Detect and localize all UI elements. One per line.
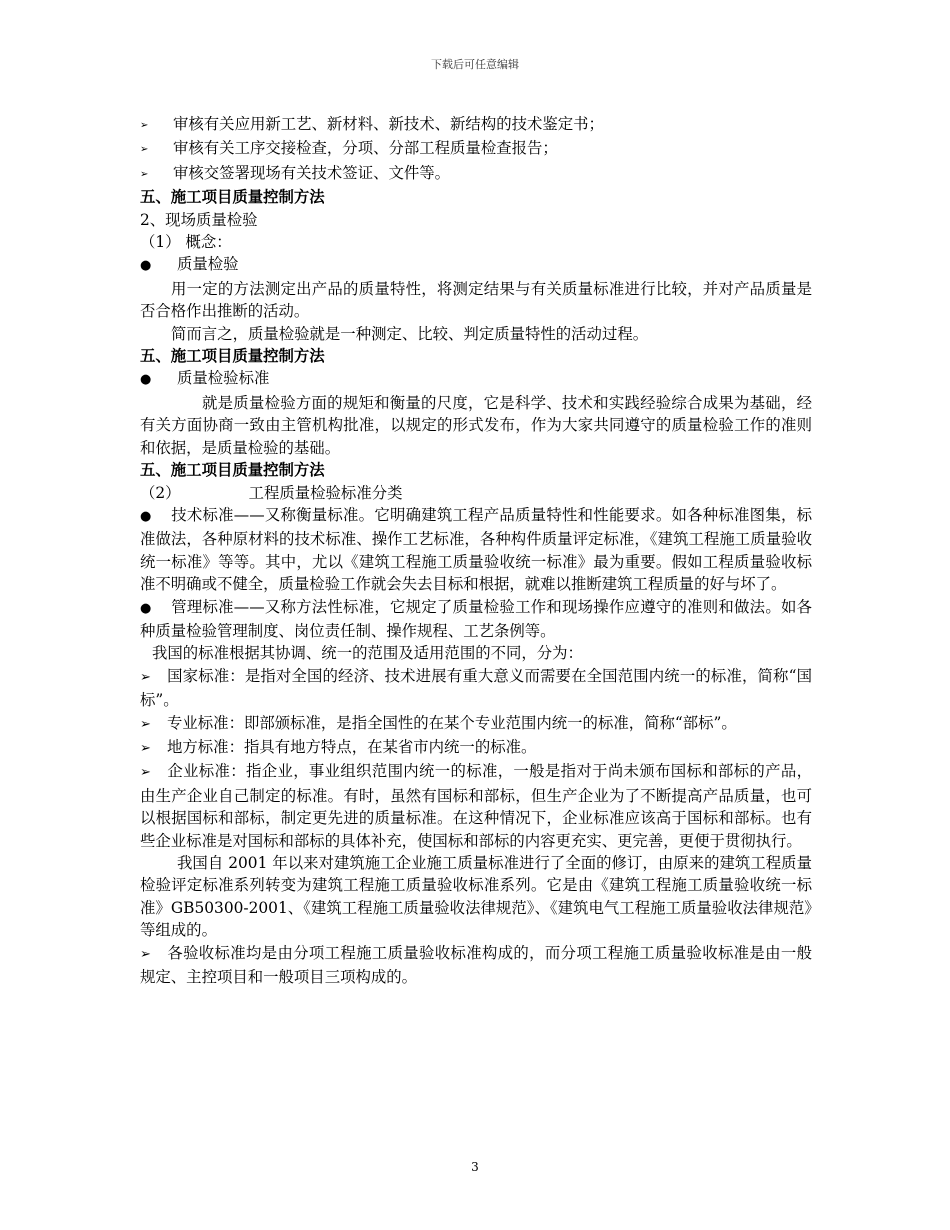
list-item: ➢ 审核交签署现场有关技术签证、文件等。 <box>140 162 812 186</box>
bullet-item: ● 质量检验标准 <box>140 367 812 391</box>
arrow-bullet-icon: ➢ <box>140 168 149 180</box>
arrow-paragraph: ➢ 国家标准：是指对全国的经济、技术进展有重大意义而需要在全国范围内统一的标准，简称“国标”。 <box>140 666 812 710</box>
arrow-paragraph: ➢ 企业标准：指企业，事业组织范围内统一的标准，一般是指对于尚未颁布国标和部标的产品，由生产企业自己制定的标准。有时，虽然有国标和部标，但生产企业为了不断提高产品质量，也可以根据国标和部标，制定更先进的质量标准。在这种情况下，企业标准应该高于国标和部标。也有些企业标准是对国标和部标的具体补充，使国标和部标的内容更充实、更完善，更便于贯彻执行。 <box>140 762 812 850</box>
paragraph: 就是质量检验方面的规矩和衡量的尺度，它是科学、技术和实践经验综合成果为基础，经有关方面协商一致由主管机构批准，以规定的形式发布，作为大家共同遵守的质量检验工作的准则和依据，是质量检验的基础。 <box>140 393 812 457</box>
list-item: ➢ 审核有关工序交接检查，分项、分部工程质量检查报告； <box>140 137 812 161</box>
bullet-dot-icon: ● <box>140 508 152 524</box>
subsection-heading: （2） 工程质量检验标准分类 <box>140 483 403 502</box>
arrow-bullet-icon: ➢ <box>140 765 151 781</box>
bullet-dot-icon: ● <box>140 372 152 388</box>
paragraph: 我国的标准根据其协调、统一的范围及适用范围的不同，分为： <box>152 644 583 663</box>
arrow-bullet-icon: ➢ <box>140 144 149 156</box>
section-heading: 五、施工项目质量控制方法 <box>140 461 325 480</box>
bullet-item: ● 质量检验 <box>140 253 812 277</box>
arrow-bullet-icon: ➢ <box>140 946 151 962</box>
arrow-bullet-icon: ➢ <box>140 716 151 732</box>
list-item: ➢ 审核有关应用新工艺、新材料、新技术、新结构的技术鉴定书； <box>140 113 812 137</box>
page-number: 3 <box>471 1160 479 1174</box>
arrow-bullet-icon: ➢ <box>140 669 151 685</box>
subsection-heading: 2、现场质量检验 <box>140 210 258 229</box>
arrow-bullet-icon: ➢ <box>140 740 151 756</box>
page-header: 下载后可任意编辑 <box>431 58 519 71</box>
arrow-bullet-icon: ➢ <box>140 120 149 131</box>
bullet-paragraph: ● 技术标准——又称衡量标准。它明确建筑工程产品质量特性和性能要求。如各种标准图集，标准做法，各种原材料的技术标准、操作工艺标准，各种构件质量评定标准，《建筑工程施工质量验收统一标准》等等。其中，尤以《建筑工程施工质量验收统一标准》最为重要。假如工程质量验收标准不明确或不健全，质量检验工作就会失去目标和根据，就难以推断建筑工程质量的好与坏了。 <box>140 505 812 594</box>
paragraph: 我国自 2001 年以来对建筑施工企业施工质量标准进行了全面的修订，由原来的建筑工程质量检验评定标准系列转变为建筑工程施工质量验收标准系列。它是由《建筑工程施工质量验收统一标准》GB50300-2001、《建筑工程施工质量验收法律规范》、《建筑电气工程施工质量验收法律规范》等组成的。 <box>140 854 812 940</box>
bullet-dot-icon: ● <box>140 258 152 274</box>
bullet-paragraph: ● 管理标准——又称方法性标准，它规定了质量检验工作和现场操作应遵守的准则和做法。如各种质量检验管理制度、岗位责任制、操作规程、工艺条例等。 <box>140 597 812 640</box>
arrow-paragraph: ➢ 地方标准：指具有地方特点，在某省市内统一的标准。 <box>140 736 812 760</box>
paragraph: 简而言之，质量检验就是一种测定、比较、判定质量特性的活动过程。 <box>171 324 649 343</box>
paragraph: 用一定的方法测定出产品的质量特性，将测定结果与有关质量标准进行比较，并对产品质量是否合格作出推断的活动。 <box>140 279 812 321</box>
bullet-dot-icon: ● <box>140 600 152 616</box>
arrow-paragraph: ➢ 各验收标准均是由分项工程施工质量验收标准构成的，而分项工程施工质量验收标准是由一般规定、主控项目和一般项目三项构成的。 <box>140 943 812 987</box>
concept-label: （1） 概念： <box>140 233 232 252</box>
page-content <box>140 113 812 988</box>
section-heading: 五、施工项目质量控制方法 <box>140 188 325 207</box>
section-heading: 五、施工项目质量控制方法 <box>140 347 325 366</box>
arrow-paragraph: ➢ 专业标准：即部颁标准，是指全国性的在某个专业范围内统一的标准，简称“部标”。 <box>140 712 812 736</box>
